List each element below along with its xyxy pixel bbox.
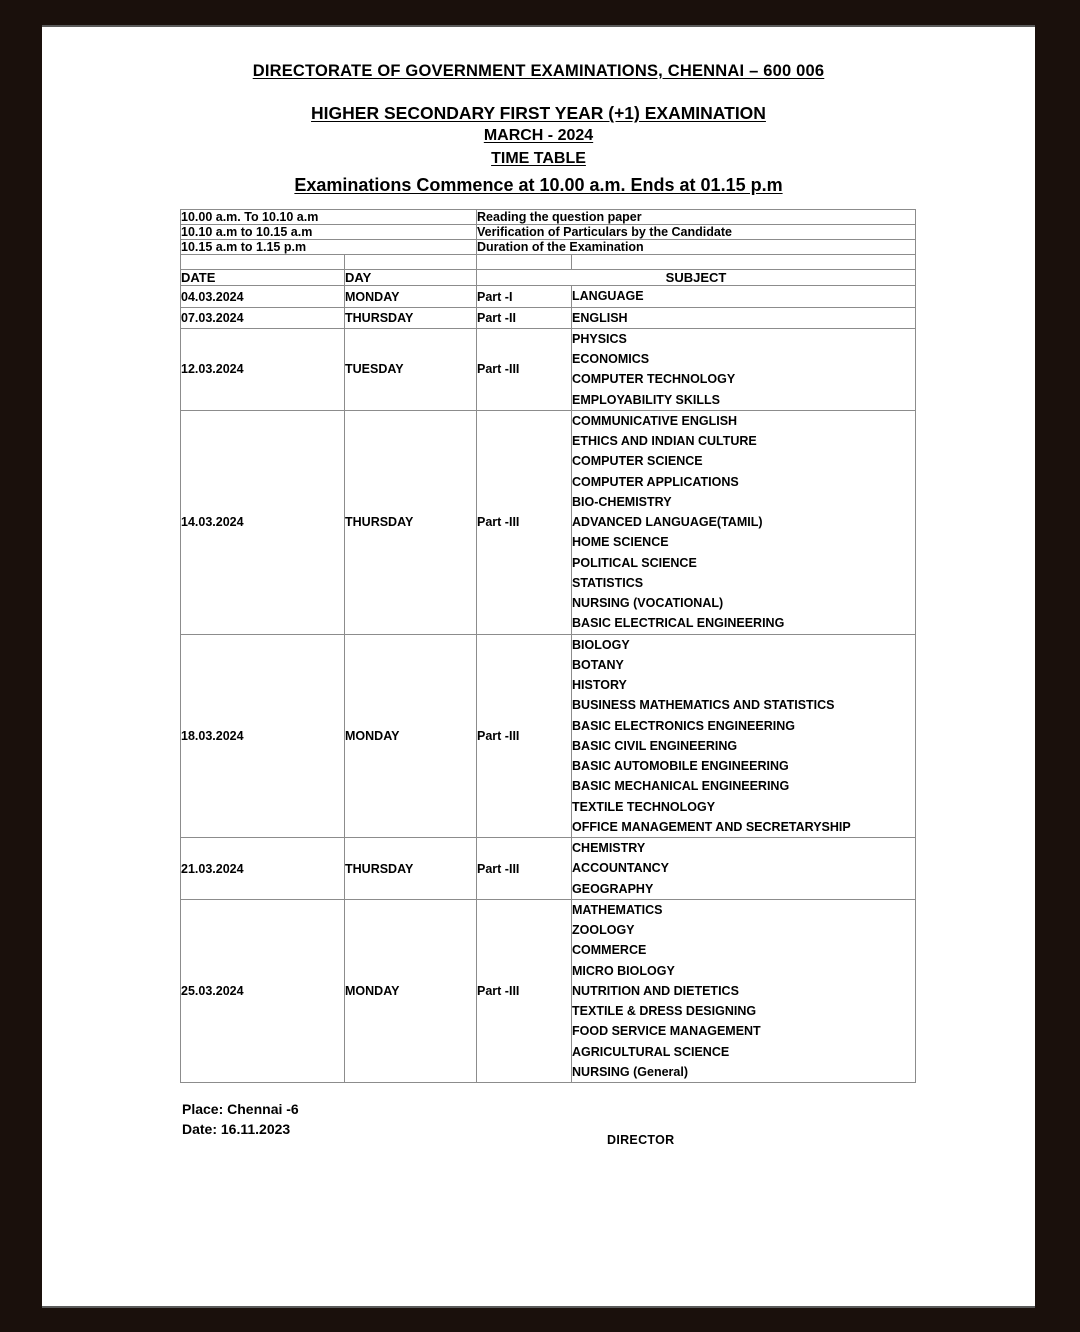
commencement-note-text: Examinations Commence at 10.00 a.m. Ends at 01.15 p.m (294, 174, 783, 195)
table-row (181, 899, 916, 1082)
exam-day: MONDAY (345, 899, 477, 1082)
document-type-text: TIME TABLE (491, 149, 586, 167)
spacer-cell (181, 255, 345, 270)
exam-date: 14.03.2024 (181, 410, 345, 634)
organisation-title (42, 62, 1035, 81)
timing-row (181, 240, 916, 255)
subject-item: BUSINESS MATHEMATICS AND STATISTICS (572, 698, 835, 713)
exam-day: THURSDAY (345, 307, 477, 328)
subject-item: HISTORY (572, 678, 627, 693)
table-row (181, 634, 916, 838)
timing-activity: Duration of the Examination (477, 240, 916, 255)
exam-date: 12.03.2024 (181, 328, 345, 410)
exam-day: THURSDAY (345, 410, 477, 634)
table-row (181, 328, 916, 410)
exam-date: 18.03.2024 (181, 634, 345, 838)
subject-item: EMPLOYABILITY SKILLS (572, 392, 720, 407)
subject-item: ZOOLOGY (572, 923, 635, 938)
organisation-title-text: DIRECTORATE OF GOVERNMENT EXAMINATIONS, CHENNAI – 600 006 (252, 62, 825, 80)
exam-day: THURSDAY (345, 838, 477, 900)
subject-item: HOME SCIENCE (572, 535, 669, 550)
exam-date: 04.03.2024 (181, 286, 345, 307)
document-type (42, 150, 1035, 169)
spacer-cell (572, 255, 916, 270)
table-row (181, 307, 916, 328)
timing-slot: 10.10 a.m to 10.15 a.m (181, 225, 477, 240)
exam-subjects (572, 838, 916, 900)
exam-day: MONDAY (345, 634, 477, 838)
exam-part: Part -III (477, 410, 572, 634)
examination-title (42, 103, 1035, 123)
exam-subjects (572, 899, 916, 1082)
subject-item: NURSING (VOCATIONAL) (572, 596, 724, 611)
subject-item: NURSING (General) (572, 1064, 689, 1079)
document-page (42, 25, 1035, 1308)
document-footer (42, 1099, 1035, 1169)
subject-item: BOTANY (572, 657, 624, 672)
exam-part: Part -I (477, 286, 572, 307)
table-row (181, 286, 916, 307)
subject-item: BIO-CHEMISTRY (572, 494, 672, 509)
subject-item: BIOLOGY (572, 637, 630, 652)
subject-item: ENGLISH (572, 310, 628, 325)
subject-item: TEXTILE TECHNOLOGY (572, 799, 716, 814)
timing-row (181, 210, 916, 225)
examination-month-text: MARCH - 2024 (483, 127, 594, 145)
exam-date: 21.03.2024 (181, 838, 345, 900)
exam-subjects (572, 307, 916, 328)
exam-subjects (572, 286, 916, 307)
exam-subjects (572, 410, 916, 634)
timetable-body (181, 210, 916, 1083)
exam-date: 25.03.2024 (181, 899, 345, 1082)
header-date: DATE (181, 270, 345, 286)
exam-part: Part -II (477, 307, 572, 328)
subject-item: BASIC ELECTRONICS ENGINEERING (572, 718, 795, 733)
subject-item: COMPUTER SCIENCE (572, 454, 703, 469)
subject-item: ETHICS AND INDIAN CULTURE (572, 434, 757, 449)
subject-item: OFFICE MANAGEMENT AND SECRETARYSHIP (572, 819, 851, 834)
subject-item: BASIC CIVIL ENGINEERING (572, 738, 738, 753)
subject-item: LANGUAGE (572, 289, 644, 304)
subject-item: PHYSICS (572, 331, 627, 346)
subject-item: ECONOMICS (572, 352, 650, 367)
subject-item: COMPUTER APPLICATIONS (572, 474, 739, 489)
subject-item: BASIC AUTOMOBILE ENGINEERING (572, 759, 789, 774)
commencement-note (42, 175, 1035, 196)
timetable (180, 209, 916, 1083)
spacer-cell (345, 255, 477, 270)
subject-item: MATHEMATICS (572, 902, 663, 917)
footer-place: Place: Chennai -6 (182, 1101, 299, 1118)
exam-day: TUESDAY (345, 328, 477, 410)
subject-item: ADVANCED LANGUAGE(TAMIL) (572, 515, 763, 530)
subject-item: NUTRITION AND DIETETICS (572, 983, 739, 998)
subject-item: COMPUTER TECHNOLOGY (572, 372, 736, 387)
exam-part: Part -III (477, 634, 572, 838)
header-day: DAY (345, 270, 477, 286)
examination-title-text: HIGHER SECONDARY FIRST YEAR (+1) EXAMINATION (311, 103, 766, 124)
subject-item: BASIC ELECTRICAL ENGINEERING (572, 616, 785, 631)
exam-subjects (572, 634, 916, 838)
footer-signatory: DIRECTOR (607, 1133, 675, 1148)
subject-item: ACCOUNTANCY (572, 861, 670, 876)
timing-slot: 10.15 a.m to 1.15 p.m (181, 240, 477, 255)
subject-item: AGRICULTURAL SCIENCE (572, 1044, 730, 1059)
exam-part: Part -III (477, 838, 572, 900)
exam-subjects (572, 328, 916, 410)
table-row (181, 838, 916, 900)
spacer-row (181, 255, 916, 270)
examination-month (42, 127, 1035, 146)
timetable-container (42, 209, 1035, 1083)
timing-row (181, 225, 916, 240)
exam-date: 07.03.2024 (181, 307, 345, 328)
exam-part: Part -III (477, 899, 572, 1082)
exam-day: MONDAY (345, 286, 477, 307)
subject-item: STATISTICS (572, 575, 644, 590)
subject-item: TEXTILE & DRESS DESIGNING (572, 1004, 757, 1019)
table-header-row (181, 270, 916, 286)
document-body (42, 27, 1035, 1169)
subject-item: GEOGRAPHY (572, 881, 654, 896)
timing-activity: Verification of Particulars by the Candidate (477, 225, 916, 240)
subject-item: FOOD SERVICE MANAGEMENT (572, 1024, 761, 1039)
subject-item: BASIC MECHANICAL ENGINEERING (572, 779, 790, 794)
subject-item: POLITICAL SCIENCE (572, 555, 697, 570)
document-header (42, 27, 1035, 195)
subject-item: COMMUNICATIVE ENGLISH (572, 413, 738, 428)
exam-part: Part -III (477, 328, 572, 410)
footer-date: Date: 16.11.2023 (182, 1121, 291, 1138)
timing-activity: Reading the question paper (477, 210, 916, 225)
table-row (181, 410, 916, 634)
timing-slot: 10.00 a.m. To 10.10 a.m (181, 210, 477, 225)
subject-item: MICRO BIOLOGY (572, 963, 675, 978)
header-subject: SUBJECT (477, 270, 916, 286)
subject-item: COMMERCE (572, 943, 647, 958)
spacer-cell (477, 255, 572, 270)
subject-item: CHEMISTRY (572, 841, 646, 856)
